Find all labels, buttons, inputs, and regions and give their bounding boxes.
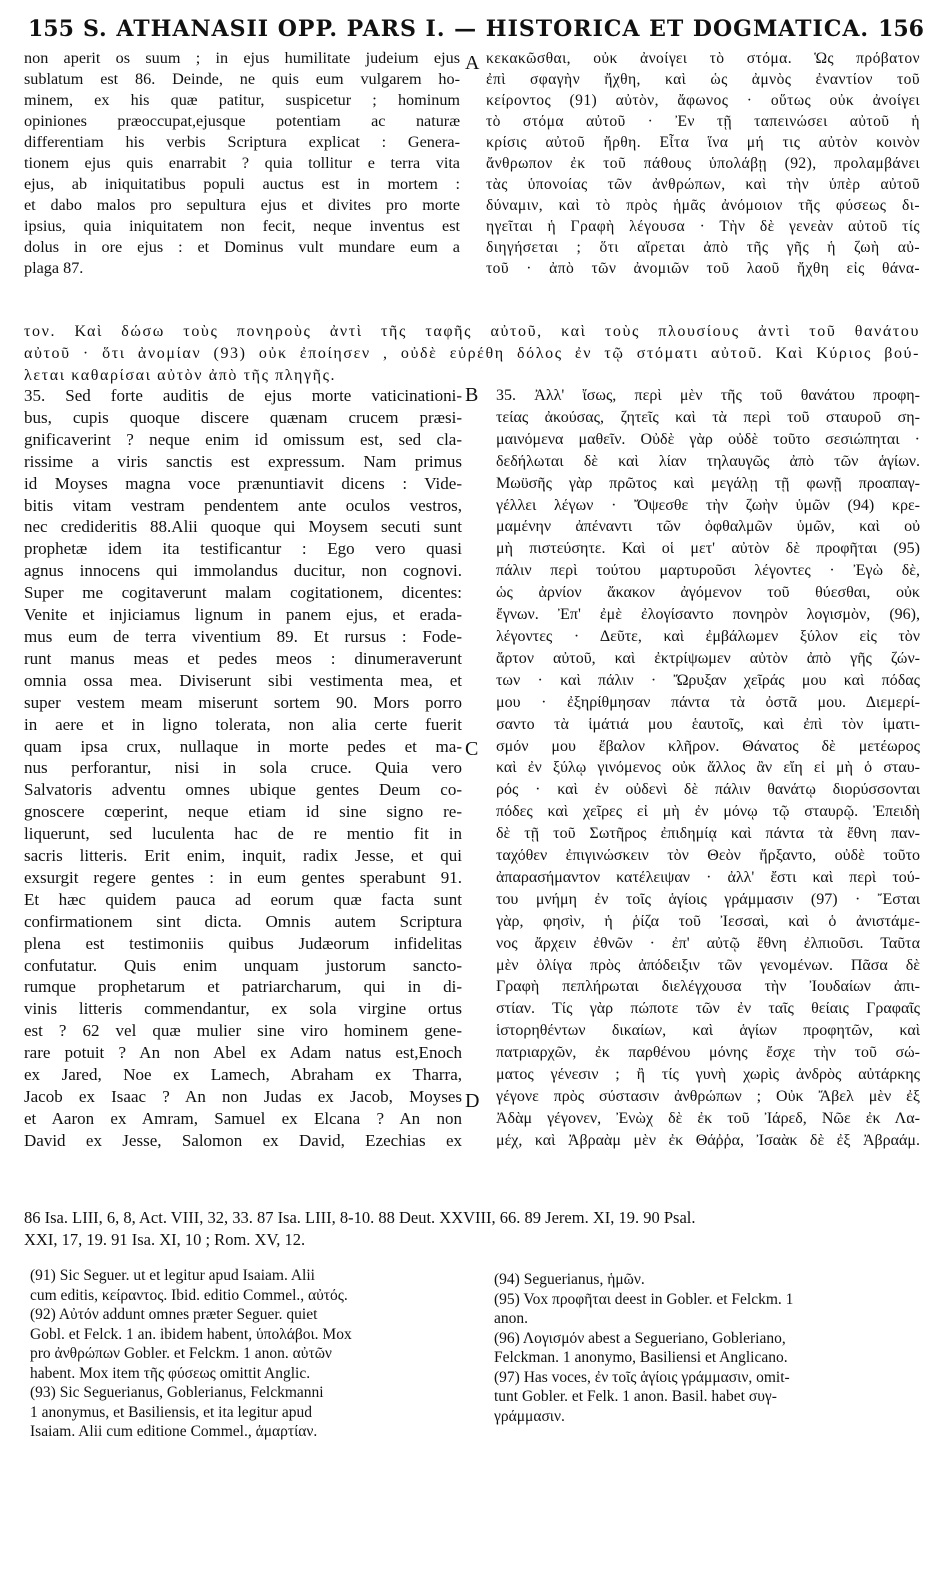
text-line: καὶ ἐν ξύλῳ γινόμενος οὐκ ἄλλος ἂν εἴη εἰ μὴ ὁ σταυ- [496, 759, 920, 777]
text-line: τὸ στόμα αὐτοῦ · Ἐν τῇ ταπεινώσει αὐτοῦ ἡ [486, 113, 920, 130]
text-line: ὡς ἀρνίον ἄκακον ἀγόμενον τοῦ θύεσθαι, οὐκ [496, 584, 920, 602]
text-line: mus eum de terra viventium 89. Et rursus : Fode- [24, 626, 462, 646]
text-line: νος ἄρχειν ἐθνῶν · ἐπ' αὐτῷ ἔθνη ἐλπιοῦσι. Ταῦτα [496, 934, 920, 952]
text-line: ejus, ab iniquitatibus populi auctus est in mortem : [24, 175, 460, 193]
footnote-line: Felckman. 1 anonymo, Basiliensi et Anglicano. [494, 1349, 788, 1366]
text-line: liquerunt, sed luculenta hac de re mentio fit in [24, 824, 462, 844]
text-line: Salvatoris adventu omnes ubique gentes Deum co- [24, 780, 462, 800]
margin-letter-a: A [465, 52, 480, 74]
text-line: τον. Καὶ δώσω τοὺς πονηροὺς ἀντὶ τῆς ταφῆς αὐτοῦ, καὶ τοὺς πλουσίους ἀντὶ τοῦ θανάτου [24, 323, 920, 340]
text-line: ἔγνων. Ἐπ' ἐμὲ ἐλογίσαντο πονηρὸν λογισμὸν, (96), [496, 606, 920, 624]
footnote-line: (92) Αὐτόν addunt omnes præter Seguer. quiet [30, 1306, 318, 1323]
page-header [28, 16, 924, 50]
text-line: nus perforantur, nisi in sola cruce. Quia vero [24, 758, 462, 778]
text-line: et dabo malos pro sepultura ejus et divites pro morte [24, 196, 460, 214]
text-line: sacris litteris. Erit enim, inquit, radix Jesse, et qui [24, 846, 462, 866]
text-line: ἄνθρωπον ἐκ τοῦ πάθους ὑπολάβῃ (92), προλαμβάνει [486, 155, 920, 172]
text-line: vinis litteris commendantur, ex sola virgine ortus [24, 999, 462, 1019]
footnote-line: anon. [494, 1310, 529, 1327]
text-line: μαινόμενα μαθεῖν. Οὐδὲ γὰρ οὐδὲ τοῦτο σεσιώπηται · [496, 430, 920, 448]
text-line: rare potuit ? An non Abel ex Adam natus est,Enoch [24, 1043, 462, 1063]
text-line: του μνήμη ἐν τοῖς ἁγίοις γράμμασιν (97) · Ἔσται [496, 890, 920, 908]
text-line: δὲ τῇ τοῦ Σωτῆρος ἐπιδημίᾳ καὶ πάντα τὰ ἔθνη παν- [496, 825, 920, 843]
text-line: ipsius, quia iniquitatem non fecit, neque inventus est [24, 217, 460, 235]
footnote-line: cum editis, κείραντος. Ibid. editio Commel., αὐτός. [30, 1286, 348, 1304]
text-line: ἄρτον αὐτοῦ, καὶ ἐκτρίψωμεν αὐτὸν ἀπὸ γῆς ζών- [496, 649, 920, 667]
footnotes-right [494, 1270, 920, 1426]
text-line: 35. Sed forte auditis de ejus morte vaticinationi- [24, 386, 462, 405]
footnote-line: (91) Sic Seguer. ut et legitur apud Isaiam. Alii [30, 1267, 315, 1284]
text-line: μὴ πιστεύσητε. Καὶ οἱ μετ' αὐτὸν δὲ προφῆται (95) [496, 540, 920, 558]
text-line: κείροντος (91) αὐτὸν, ἄφωνος · οὕτως οὐκ ἀνοίγει [486, 92, 920, 109]
text-line: in aere et in ligno tolerata, non alia certe fuerit [24, 714, 462, 734]
text-line: αὐτοῦ · ὅτι ἀνομίαν (93) οὐκ ἐποίησεν , οὐδὲ εὑρέθη δόλος ἐν τῷ στόματι αὐτοῦ. Καὶ Κύριος βού- [24, 345, 920, 362]
text-line: Γραφὴ πεπλήρωται διελέγχουσα τὴν Ἰουδαίων ἀπι- [496, 978, 920, 996]
text-line: non aperit os suum ; in ejus humilitate judeium ejus [24, 49, 460, 67]
text-line: μαμένην ἀπέναντι τῶν ὀφθαλμῶν ὑμῶν, καὶ οὐ [496, 518, 920, 536]
footnote-line: (94) Seguerianus, ἡμῶν. [494, 1271, 645, 1288]
reference-line: XXI, 17, 19. 91 Isa. XI, 10 ; Rom. XV, 12. [24, 1230, 306, 1249]
text-line: gnoscere cœperint, neque etiam id sine signo re- [24, 802, 462, 822]
text-line: δεδήλωται δὲ καὶ λίαν τηλαυγῶς ἀπὸ τῶν ἁγίων. [496, 452, 920, 470]
text-line: ρός · καὶ ἐν οὐδενὶ δὲ πάλιν θανάτῳ διορύσσονται [496, 781, 920, 799]
text-line: κεκακῶσθαι, οὐκ ἀνοίγει τὸ στόμα. Ὡς πρόβατον [486, 50, 920, 67]
text-line: μέχ, καὶ Ἀβραὰμ μὲν ἐκ Θάῤῥα, Ἰσαὰκ δὲ ἐξ Ἀβραάμ. [496, 1131, 920, 1149]
text-line: λέγοντες · Δεῦτε, καὶ ἐμβάλωμεν ξύλον εἰς τὸν [496, 627, 920, 645]
text-line: τοῦ · ἀπὸ τῶν ἀνομιῶν τοῦ λαοῦ ἤχθη εἰς θάνα- [486, 260, 920, 277]
text-line: ἱστορηθέντων δικαίων, καὶ ἁγίων προφητῶν, καὶ [496, 1022, 920, 1040]
footnote-line: γράμμασιν. [494, 1407, 565, 1425]
scripture-references [24, 1207, 920, 1251]
text-line: τείας ἀκούσας, ζητεῖς καὶ τὰ περὶ τοῦ σταυροῦ ση- [496, 408, 920, 426]
text-line: exsurgit regere gentes : in eum gentes sperabunt 91. [24, 867, 462, 887]
text-line: ἐπὶ σφαγὴν ἤχθη, καὶ ὡς ἀμνὸς ἐναντίον τοῦ [486, 71, 920, 88]
reference-line: 86 Isa. LIII, 6, 8, Act. VIII, 32, 33. 87 Isa. LIII, 8-10. 88 Deut. XXVIII, 66. 89 Jerem. XI, 19. 90 Psal. [24, 1208, 696, 1227]
text-line: ex Jared, Noe ex Lamech, Abraham ex Tharra, [24, 1065, 462, 1085]
text-line: differentiam his verbis Scriptura explicat : Genera- [24, 133, 460, 151]
latin-column-top [24, 48, 460, 279]
text-line: rumque prophetarum et patriarcharum, qui in di- [24, 977, 462, 997]
footnotes-left [30, 1266, 450, 1442]
running-title: S. ATHANASII OPP. PARS I. — HISTORICA ET DOGMATICA. [82, 16, 870, 42]
footnote-line: (93) Sic Seguerianus, Goblerianus, Felckmanni [30, 1384, 324, 1401]
text-line: confirmationem sint dicta. Omnis autem Scriptura [24, 911, 462, 931]
text-line: prophetæ idem ita testificantur : Ego vero quasi [24, 539, 462, 559]
text-line: γέλλει λέγων · Ὄψεσθε τὴν ζωὴν ὑμῶν (94) κρε- [496, 496, 920, 514]
text-line: tionem ejus quis enarrabit ? quia tollitur e terra vita [24, 154, 460, 172]
text-line: διηγήσεται ; ὅτι αἴρεται ἀπὸ τῆς γῆς ἡ ζωὴ αὐ- [486, 239, 920, 256]
text-line: agnus innocens qui immolandus ducitur, non cognovi. [24, 561, 462, 581]
text-line: σμόν μου ἔβαλον κλῆρον. Θάνατος δὲ μετέωρος [496, 737, 920, 755]
text-line: Ἀδὰμ γέγονεν, Ἐνὼχ δὲ ἐκ τοῦ Ἰάρεδ, Νῶε ἐκ Λα- [496, 1109, 920, 1127]
footnote-line: Isaiam. Alii cum editione Commel., ἁμαρτίαν. [30, 1423, 318, 1440]
text-line: ηγεῖται ἡ Γραφὴ λέγουσα · Τὴν δὲ γενεὰν αὐτοῦ τίς [486, 218, 920, 235]
footnote-line: pro ἀνθρώπων Gobler. et Felckm. 1 anon. αὐτῶν [30, 1345, 332, 1362]
text-line: Μωϋσῆς γὰρ πρῶτος καὶ μεγάλῃ τῇ φωνῇ προαπαγ- [496, 474, 920, 492]
margin-letter-b: B [465, 384, 479, 406]
latin-column-bottom [24, 385, 462, 1152]
text-line: Super me cogitaverunt malam cogitationem, dicentes: [24, 583, 462, 603]
text-line: γὰρ, φησὶν, ἡ ῥίζα τοῦ Ἰεσσαὶ, καὶ ὁ ἀνιστάμε- [496, 912, 920, 930]
text-line: super vestem meam miserunt sortem 90. Mors porro [24, 692, 462, 712]
text-line: plena est testimoniis quibus Judæorum infidelitas [24, 933, 462, 953]
text-line: ματος γένεσιν ; ἢ τίς γυνὴ χωρὶς ἀνδρὸς αὐτάρκης [496, 1066, 920, 1084]
text-line: David ex Jesse, Salomon ex David, Ezechias ex [24, 1130, 462, 1150]
greek-full-width-lines [24, 321, 920, 387]
footnote-line: tunt Gobler. et Felk. 1 anon. Basil. habet συγ- [494, 1388, 777, 1405]
text-line: 35. Ἀλλ' ἴσως, περὶ μὲν τῆς τοῦ θανάτου προφη- [496, 387, 920, 404]
text-line: πατριαρχῶν, ἐκ παρθένου μόνης ἔσχε τὴν τοῦ σώ- [496, 1044, 920, 1062]
text-line: plaga 87. [24, 259, 84, 277]
page-number-right: 156 [878, 16, 924, 42]
margin-letter-c: C [465, 738, 479, 760]
text-line: bitis vitam vestram pendentem ante oculos vestros, [24, 495, 462, 515]
greek-column-top [486, 48, 920, 279]
text-line: et Aaron ex Amram, Samuel ex Elcana ? An non [24, 1108, 462, 1128]
page-number-left: 155 [28, 16, 74, 42]
text-line: sublatum est 86. Deinde, ne quis eum vulgarem ho- [24, 70, 460, 88]
footnote-line: (96) Λογισμόν abest a Segueriano, Gobleriano, [494, 1329, 786, 1347]
text-line: est ? 62 vel quæ mulier sine viro hominem gene- [24, 1021, 462, 1041]
footnote-line: (95) Vox προφῆται deest in Gobler. et Felckm. 1 [494, 1290, 794, 1308]
footnote-line: (97) Has voces, ἐν τοῖς ἁγίοις γράμμασιν, omit- [494, 1368, 790, 1386]
text-line: ἀπαρασήμαντον κατέλειψαν · ἀλλ' ἔστι καὶ περὶ τού- [496, 868, 920, 886]
text-line: τὰς ὑπονοίας τῶν ἀνθρώπων, καὶ τὴν ὑπὲρ αὐτοῦ [486, 176, 920, 193]
text-line: Venite et injiciamus lignum in panem ejus, et erada- [24, 605, 462, 625]
text-line: bus, cupis quoque discere quænam crucem præsi- [24, 407, 462, 427]
text-line: γέγονε πρὸς σύστασιν ἀνθρώπων ; Οὐκ Ἄβελ μὲν ἐξ [496, 1088, 920, 1105]
text-line: στίαν. Τίς γὰρ πώποτε τῶν ἐν ταῖς θείαις Γραφαῖς [496, 1000, 920, 1018]
text-line: κρίσις αὐτοῦ ἤρθη. Εἶτα ἵνα μή τις αὐτὸν κοινὸν [486, 134, 920, 151]
text-line: ταχόθεν ἐπιγινώσκειν τὸν Θεὸν ἤρξαντο, οὐδὲ τοῦτο [496, 847, 920, 865]
text-line: δύναμιν, καὶ τὸ πρὸς ἡμᾶς ἀνόμοιον τῆς φύσεως δι- [486, 197, 920, 214]
text-line: omnia ossa mea. Diviserunt sibi vestimenta mea, et [24, 670, 462, 690]
text-line: rissime a viris sanctis est expressum. Nam primus [24, 451, 462, 471]
text-line: μὲν ὀλίγα πρὸς ἀπόδειξιν τῶν γενομένων. Πᾶσα δὲ [496, 956, 920, 974]
text-line: dolus in ore ejus : et Dominus vult mundare eum a [24, 238, 460, 256]
text-line: σαντο τὰ ἱμάτιά μου ἑαυτοῖς, καὶ ἐπὶ τὸν ἱματι- [496, 715, 920, 733]
text-line: confutatur. Quis enim unquam justorum sancto- [24, 955, 462, 975]
text-line: minem, ex his quæ patitur, suspicetur ; hominum [24, 91, 460, 109]
text-line: πόδες καὶ χεῖρες εἰ μὴ ἐν μόνῳ τῷ σταυρῷ. Ἐπειδὴ [496, 803, 920, 821]
footnote-line: 1 anonymus, et Basiliensis, et ita legitur apud [30, 1403, 312, 1421]
text-line: gnificaverint ? neque enim id omissum est, sed cla- [24, 429, 462, 449]
text-line: των · καὶ πάλιν · Ὤρυξαν χεῖράς μου καὶ πόδας [496, 671, 920, 689]
margin-letter-d: D [465, 1090, 480, 1112]
text-line: πάλιν περὶ τούτου μαρτυροῦσι λέγοντες · Ἐγὼ δὲ, [496, 562, 920, 580]
text-line: nec credideritis 88.Alii quoque qui Moysem secuti sunt [24, 517, 462, 537]
footnote-line: Gobl. et Felck. 1 an. ibidem habent, ὑπολάβοι. Mox [30, 1325, 352, 1343]
text-line: Jacob ex Isaac ? An non Judas ex Jacob, Moyses [24, 1087, 462, 1106]
text-line: Et hæc quidem pauca ad eorum quæ facta sunt [24, 889, 462, 909]
text-line: id Moyses magna voce prænuntiavit dicens : Vide- [24, 473, 462, 493]
footnote-line: habent. Mox item τῆς φύσεως omittit Anglic. [30, 1364, 311, 1382]
greek-column-bottom [496, 385, 920, 1152]
text-line: λεται καθαρίσαι αὐτὸν ἀπὸ τῆς πληγῆς. [24, 367, 337, 384]
text-line: μου · ἐξηρίθμησαν πάντα τὰ ὀστᾶ μου. Διεμερί- [496, 693, 920, 711]
text-line: opiniones præoccupat,ejusque potentiam ac naturæ [24, 112, 460, 130]
text-line: quam ipsa crux, nullaque in morte pedes et ma- [24, 736, 462, 756]
text-line: runt manus meas et pedes meos : dinumeraverunt [24, 648, 462, 668]
